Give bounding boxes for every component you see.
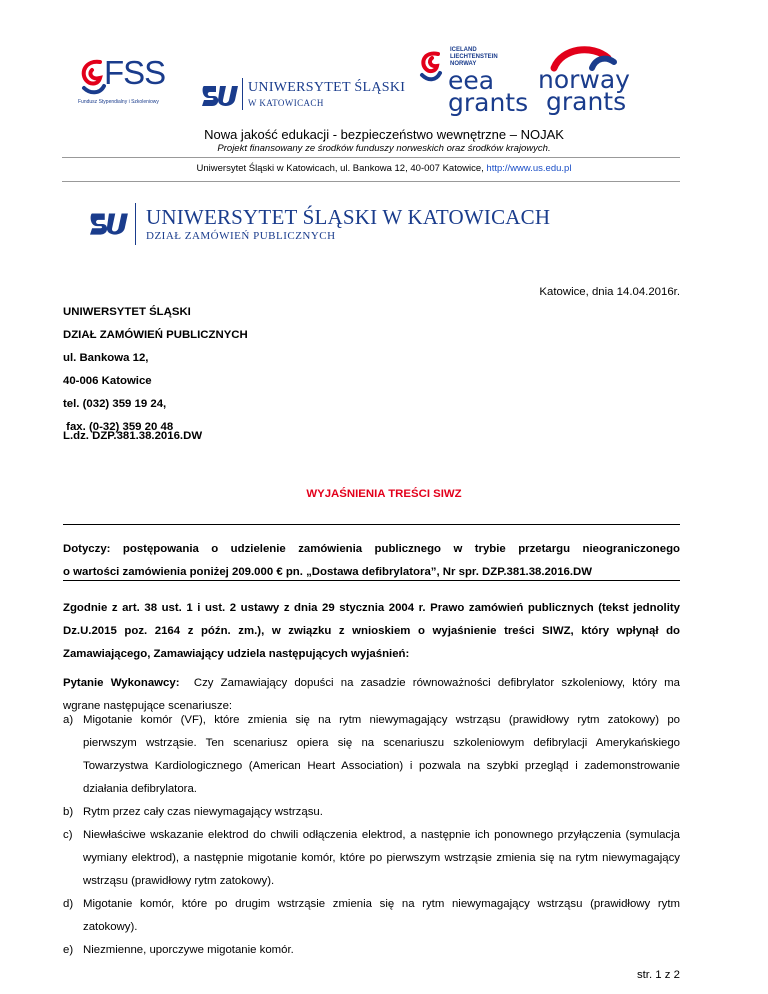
concerns-line: Dotyczy: postępowania o udzielenie zamówienia publicznego w trybie przetargu nieograniczonego [63, 543, 680, 555]
list-item-line: Migotanie komór, które po drugim wstrząsie zmienia się na rytm niewymagający wstrząsu (prawidłowy rytm [83, 898, 680, 910]
sender-line: fax. (0-32) 359 20 48 [63, 421, 174, 433]
list-item-label: c) [63, 829, 73, 841]
list-item-label: d) [63, 898, 74, 910]
project-title: Nowa jakość edukacji - bezpieczeństwo wewnętrzne – NOJAK [204, 127, 564, 142]
eea-country: LIECHTENSTEIN [450, 54, 498, 60]
us-header-logo [202, 78, 406, 113]
page-number: str. 1 z 2 [636, 969, 680, 981]
list-item-line: Niewłaściwe wskazanie elektrod do chwili odłączenia elektrod, a następnie ich ponownego przyłączenia (symulacja [83, 829, 680, 841]
us-emblem-divider [242, 78, 243, 110]
list-item-line: wymiany elektrod), a następnie migotanie komór, które po pierwszym wstrząsie zmienia się na rytm niewymagający [83, 852, 680, 864]
letter-date: Katowice, dnia 14.04.2016r. [539, 286, 680, 298]
norway-grants-word: grants [546, 87, 627, 116]
address-line [0, 163, 768, 174]
sender-line: 40-006 Katowice [63, 375, 152, 387]
sender-block [63, 301, 248, 439]
list-item [63, 824, 680, 893]
legal-line: Zgodnie z art. 38 ust. 1 i ust. 2 ustawy z dnia 29 stycznia 2004 r. Prawo zamówień publicznych (tekst jednolity [63, 602, 680, 614]
list-item [63, 893, 680, 939]
document-heading: WYJAŚNIENIA TREŚCI SIWZ [306, 488, 462, 500]
dept-logo-name: UNIWERSYTET ŚLĄSKI W KATOWICACH [146, 205, 551, 229]
eea-country: NORWAY [450, 61, 477, 67]
eea-word: eea [448, 66, 495, 95]
address-text: Uniwersytet Śląski w Katowicach, ul. Bankowa 12, 40-007 Katowice, [196, 163, 484, 174]
list-item-line: pierwszym wstrząsie. Ten scenariusz opiera się na scenariuszu szkoleniowym defibrylacji Amerykańskiego [83, 737, 680, 749]
list-item-label: e) [63, 944, 74, 956]
concerns-bottom-rule [63, 580, 680, 581]
eea-countries [450, 47, 498, 68]
list-item-line: Niezmienne, uporczywe migotanie komór. [83, 944, 294, 956]
us-dept-emblem-icon [90, 206, 130, 240]
sender-line: tel. (032) 359 19 24, [63, 398, 167, 410]
dept-emblem-divider [135, 203, 136, 245]
eea-country: ICELAND [450, 47, 477, 53]
legal-line: Zamawiającego, Zamawiający udziela następujących wyjaśnień: [63, 648, 410, 660]
list-item-line: wstrząsu (prawidłowy rytm zatokowy). [83, 875, 275, 887]
concerns-block [63, 538, 680, 584]
header-divider-bottom [62, 181, 680, 182]
sender-line: ul. Bankowa 12, [63, 352, 149, 364]
sender-line: UNIWERSYTET ŚLĄSKI [63, 306, 191, 318]
question-line: wgrane następujące scenariusze: [63, 700, 233, 712]
list-item-line: działania defibrylatora. [83, 783, 197, 795]
legal-basis-block [63, 597, 680, 666]
list-item-label: a) [63, 714, 74, 726]
list-item-line: Migotanie komór (VF), które zmienia się na rytm niewymagający wstrząsu (prawidłowy rytm zatokowy) po [83, 714, 680, 726]
eea-grants-logo [418, 47, 529, 117]
list-item-line: zatokowy). [83, 921, 138, 933]
us-logo-name: UNIWERSYTET ŚLĄSKI [248, 80, 406, 95]
concerns-line: o wartości zamówienia poniżej 209.000 € pn. „Dostawa defibrylatora”, Nr spr. DZP.381.38.2016.DW [63, 566, 593, 578]
question-text: Czy Zamawiający dopuści na zasadzie równoważności defibrylator szkoleniowy, który ma [193, 677, 680, 689]
eea-grants-word: grants [448, 88, 529, 117]
eea-emblem-icon [418, 49, 444, 83]
list-item [63, 709, 680, 801]
us-emblem-icon [202, 82, 240, 108]
dept-logo-department: DZIAŁ ZAMÓWIEŃ PUBLICZNYCH [146, 230, 336, 242]
list-item [63, 939, 680, 962]
fss-logo [78, 55, 178, 110]
us-logo-city: W KATOWICACH [248, 98, 324, 108]
department-logo [90, 203, 551, 248]
reference-number: L.dz. DZP.381.38.2016.DW [63, 430, 203, 442]
list-item [63, 801, 680, 824]
legal-line: Dz.U.2015 poz. 2164 z późn. zm.), w związku z wnioskiem o wyjaśnienie treści SIWZ, który wpłynął do [63, 625, 680, 637]
fss-logo-subtitle: Fundusz Stypendialny i Szkoleniowy [78, 99, 159, 105]
norway-grants-logo [538, 46, 648, 116]
project-subtitle: Projekt finansowany ze środków funduszy norweskich oraz środków krajowych. [217, 143, 551, 154]
list-item-label: b) [63, 806, 74, 818]
header-divider [62, 157, 680, 158]
sender-line: DZIAŁ ZAMÓWIEŃ PUBLICZNYCH [63, 329, 248, 341]
fss-logo-text: FSS [104, 54, 166, 91]
list-item-line: Rytm przez cały czas niewymagający wstrząsu. [83, 806, 323, 818]
concerns-top-rule [63, 524, 680, 525]
university-website-link[interactable]: http://www.us.edu.pl [486, 163, 572, 174]
question-label: Pytanie Wykonawcy: [63, 677, 180, 689]
norway-word: norway [538, 65, 630, 94]
list-item-line: Towarzystwa Kardiologicznego (American Heart Association) i pozwala na szybki przegląd i zademonstrowanie [83, 760, 680, 772]
question-first-line [63, 672, 680, 695]
